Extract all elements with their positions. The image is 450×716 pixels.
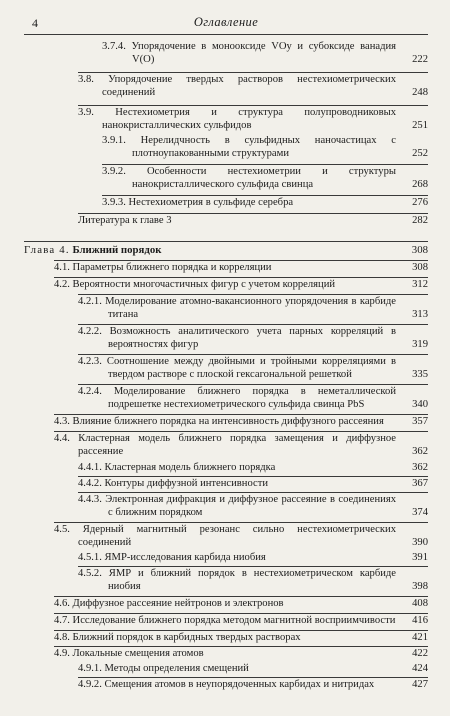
toc-entry [78,385,428,411]
toc-entry-text: 4.8. Ближний порядок в карбидных твердых растворах [54,632,301,643]
toc-entry [54,614,428,627]
toc-entry-text: 4.7. Исследование ближнего порядка методом магнитной восприимчивости [54,615,396,626]
toc-entry [78,325,428,351]
toc-entry [78,567,428,593]
toc-entry-page: 340 [412,399,428,410]
toc-entry [78,493,428,519]
toc-entry-page: 422 [412,648,428,659]
toc-entry-text: 3.9.1. Нерелидчность в сульфидных наночастицах с плотноупакованными структурами [102,135,396,159]
toc-entry-page: 408 [412,598,428,609]
toc-entry-page: 276 [412,197,428,208]
toc-entry [54,647,428,660]
toc-entry-text: 4.6. Диффузное рассеяние нейтронов и электронов [54,598,284,609]
toc-entry-page: 421 [412,632,428,643]
toc-entry-text: 3.9.2. Особенности нестехиометрии и структуры нанокристаллического сульфида свинца [102,166,396,190]
toc-entry-text: 4.2. Вероятности многочастичных фигур с учетом корреляций [54,279,336,290]
toc-entry [78,214,428,227]
toc-entry [78,477,428,490]
toc-entry [54,415,428,428]
toc-entry-page: 335 [412,369,428,380]
toc-entry-text: 3.7.4. Упорядочение в монооксиде VOy и субоксиде ванадия V(O) [102,41,396,65]
toc-entry-text: 4.4.2. Контуры диффузной интенсивности [78,478,269,489]
toc-entry [54,278,428,291]
toc-entry-page: 391 [412,552,428,563]
chapter-label: Глава 4. [24,244,70,256]
toc-entry-text: 4.9.1. Методы определения смещений [78,663,249,674]
toc-entry [102,165,428,191]
toc-entry-text: 4.2.3. Соотношение между двойными и тройными корреляциями в твердом растворе с плоской гексагональной решеткой [78,356,396,380]
toc-entry [102,196,428,209]
toc-entry-page: 251 [412,120,428,131]
toc-entry-page: 424 [412,663,428,674]
toc-entry-page: 248 [412,87,428,98]
toc-entry [78,106,428,132]
table-of-contents [24,40,428,691]
page-number: 4 [32,16,38,30]
toc-entry-text: 4.1. Параметры ближнего порядка и корреляции [54,262,272,273]
toc-entry [78,662,428,675]
toc-entry-page: 416 [412,615,428,626]
toc-entry-page: 362 [412,446,428,457]
toc-entry-page: 222 [412,54,428,65]
toc-entry [78,678,428,691]
toc-entry-text: 4.5.1. ЯМР-исследования карбида ниобия [78,552,266,563]
toc-entry-page: 362 [412,462,428,473]
toc-entry-text: 4.5. Ядерный магнитный резонанс сильно нестехиометрических соединений [54,524,396,548]
toc-entry-page: 319 [412,339,428,350]
toc-entry-page: 427 [412,679,428,690]
toc-entry-text: 3.9.3. Нестехиометрия в сульфиде серебра [102,197,294,208]
toc-entry-text: 4.2.2. Возможность аналитического учета парных корреляций в вероятностях фигур [78,326,396,350]
toc-entry [78,295,428,321]
toc-entry-page: 282 [412,215,428,226]
toc-entry [54,261,428,274]
toc-entry [78,73,428,99]
toc-entry [54,631,428,644]
toc-entry-page: 357 [412,416,428,427]
toc-entry-page: 308 [411,244,428,256]
toc-entry-page: 367 [412,478,428,489]
toc-entry-page: 312 [412,279,428,290]
toc-entry [54,597,428,610]
toc-entry-text: 4.2.1. Моделирование атомно-вакансионного упорядочения в карбиде титана [78,296,396,320]
toc-entry-page: 313 [412,309,428,320]
toc-entry-text: 4.3. Влияние ближнего порядка на интенсивность диффузного рассеяния [54,416,384,427]
running-header [24,12,428,35]
toc-entry-text: 4.4.3. Электронная дифракция и диффузное рассеяние в соединениях с ближним порядком [78,494,396,518]
toc-entry [54,523,428,549]
toc-entry-text: 4.9. Локальные смещения атомов [54,648,204,659]
chapter-heading [24,244,428,257]
chapter-title: Ближний порядок [72,244,162,256]
toc-entry-page: 308 [412,262,428,273]
toc-entry-page: 398 [412,581,428,592]
toc-entry-text: 4.4.1. Кластерная модель ближнего порядка [78,462,276,473]
toc-entry-text: 4.4. Кластерная модель ближнего порядка замещения и диффузное рассеяние [54,433,396,457]
toc-entry-text: 4.2.4. Моделирование ближнего порядка в неметаллической подрешетке нестехиометрического сульфида свинца PbS [78,386,396,410]
page-title: Оглавление [193,15,259,29]
toc-entry-text: 4.9.2. Смещения атомов в неупорядоченных карбидах и нитридах [78,679,375,690]
toc-entry-page: 390 [412,537,428,548]
toc-entry [78,551,428,564]
toc-entry-page: 374 [412,507,428,518]
toc-entry-text: 3.8. Упорядочение твердых растворов нестехиометрических соединений [78,74,396,98]
toc-entry-page: 268 [412,179,428,190]
toc-entry-page: 252 [412,148,428,159]
toc-entry-text: 3.9. Нестехиометрия и структура полупроводниковых нанокристаллических сульфидов [78,107,396,131]
toc-entry [102,40,428,66]
toc-entry [78,355,428,381]
toc-entry-text: Литература к главе 3 [78,215,172,226]
toc-entry [102,134,428,160]
toc-entry [54,432,428,458]
toc-entry [78,461,428,474]
toc-entry-text: 4.5.2. ЯМР и ближний порядок в нестехиометрическом карбиде ниобия [78,568,396,592]
